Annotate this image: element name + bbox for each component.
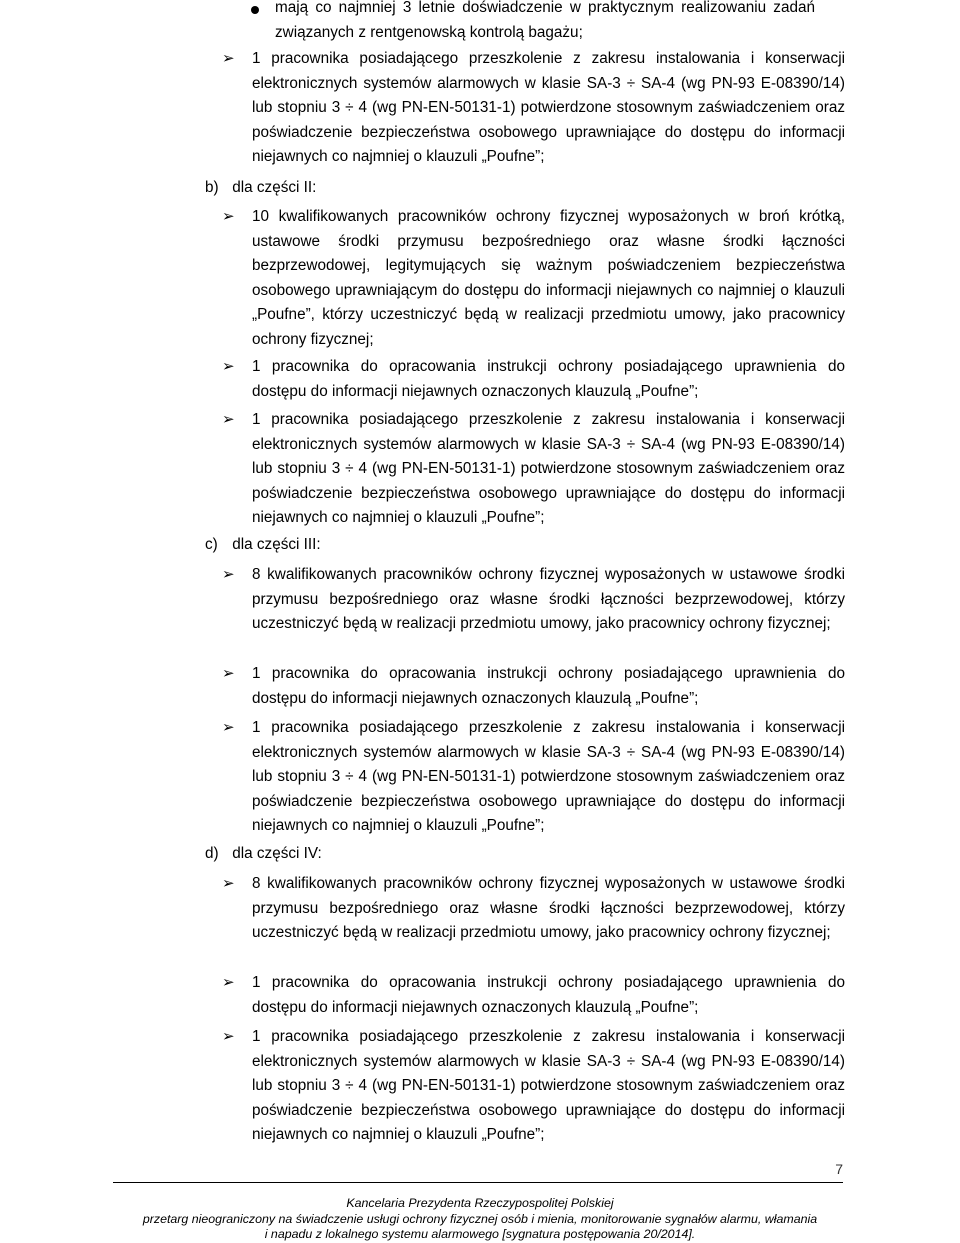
arrow-bullet-icon: ➢ xyxy=(222,665,235,682)
section-c-item-2: 1 pracownika do opracowania instrukcji ochrony posiadającego uprawnienia do dostępu do informacji niejawnych oznaczonych klauzulą „Poufne”; xyxy=(252,665,845,707)
intro-arrow-text: 1 pracownika posiadającego przeszkolenie z zakresu instalowania i konserwacji elektronicznych systemów alarmowych w klasie SA-3 ÷ SA-4 (wg PN-93 E-08390/14) lub stopniu 3 ÷ 4 (wg PN-EN-50131-1) potwierdzone stosownym zaświadczeniem oraz poświadczenie bezpieczeństwa osobowego uprawniające do dostępu do informacji niejawnych co najmniej o klauzuli „Poufne”; xyxy=(252,50,845,165)
footer-line-1: Kancelaria Prezydenta Rzeczypospolitej Polskiej xyxy=(346,1196,614,1210)
arrow-bullet-icon: ➢ xyxy=(222,719,235,736)
footer-line-2: przetarg nieograniczony na świadczenie usługi ochrony fizycznej osób i mienia, monitorowanie sygnałów alarmu, włamania xyxy=(142,1211,818,1226)
arrow-bullet-icon: ➢ xyxy=(222,566,235,583)
section-c-heading xyxy=(205,533,321,558)
arrow-bullet-icon: ➢ xyxy=(222,208,235,225)
top-bullet-text: mają co najmniej 3 letnie doświadczenie w praktycznym realizowaniu zadań związanych z rentgenowską kontrolą bagażu; xyxy=(275,0,815,41)
bullet-dot-icon xyxy=(251,6,259,14)
section-b-title: dla części II: xyxy=(232,179,317,196)
section-b-item-2: 1 pracownika do opracowania instrukcji ochrony posiadającego uprawnienia do dostępu do informacji niejawnych oznaczonych klauzulą „Poufne”; xyxy=(252,358,845,400)
section-b-label: b) xyxy=(205,179,219,196)
section-d-heading xyxy=(205,842,322,867)
footer-line-3: i napadu z lokalnego systemu alarmowego [sygnatura postępowania 20/2014]. xyxy=(264,1227,696,1241)
section-c-label: c) xyxy=(205,536,218,553)
footer-divider xyxy=(113,1182,843,1183)
arrow-bullet-icon: ➢ xyxy=(222,358,235,375)
arrow-bullet-icon: ➢ xyxy=(222,875,235,892)
arrow-bullet-icon: ➢ xyxy=(222,411,235,428)
section-d-item-2: 1 pracownika do opracowania instrukcji ochrony posiadającego uprawnienia do dostępu do informacji niejawnych oznaczonych klauzulą „Poufne”; xyxy=(252,974,845,1016)
section-b-item-3: 1 pracownika posiadającego przeszkolenie z zakresu instalowania i konserwacji elektronicznych systemów alarmowych w klasie SA-3 ÷ SA-4 (wg PN-93 E-08390/14) lub stopniu 3 ÷ 4 (wg PN-EN-50131-1) potwierdzone stosownym zaświadczeniem oraz poświadczenie bezpieczeństwa osobowego uprawniające do dostępu do informacji niejawnych co najmniej o klauzuli „Poufne”; xyxy=(252,411,845,526)
arrow-bullet-icon: ➢ xyxy=(222,1028,235,1045)
section-d-title: dla części IV: xyxy=(232,845,322,862)
page-number: 7 xyxy=(835,1161,843,1177)
section-c-title: dla części III: xyxy=(232,536,321,553)
section-b-heading xyxy=(205,176,316,201)
footer xyxy=(100,1196,860,1243)
section-d-label: d) xyxy=(205,845,219,862)
section-d-item-1: 8 kwalifikowanych pracowników ochrony fizycznej wyposażonych w ustawowe środki przymusu bezpośredniego oraz własne środki łączności bezprzewodowej, którzy uczestniczyć będą w realizacji przedmiotu umowy, jako pracownicy ochrony fizycznej; xyxy=(252,875,845,941)
arrow-bullet-icon: ➢ xyxy=(222,50,235,67)
section-b-item-1: 10 kwalifikowanych pracowników ochrony fizycznej wyposażonych w broń krótką, ustawowe środki przymusu bezpośredniego oraz własne środki łączności bezprzewodowej, legitymujących się ważnym poświadczeniem bezpieczeństwa osobowego uprawniającym do dostępu do informacji niejawnych co najmniej o klauzuli „Poufne”, którzy uczestniczyć będą w realizacji przedmiotu umowy, jako pracownicy ochrony fizycznej; xyxy=(252,208,845,348)
section-d-item-3: 1 pracownika posiadającego przeszkolenie z zakresu instalowania i konserwacji elektronicznych systemów alarmowych w klasie SA-3 ÷ SA-4 (wg PN-93 E-08390/14) lub stopniu 3 ÷ 4 (wg PN-EN-50131-1) potwierdzone stosownym zaświadczeniem oraz poświadczenie bezpieczeństwa osobowego uprawniające do dostępu do informacji niejawnych co najmniej o klauzuli „Poufne”; xyxy=(252,1028,845,1143)
arrow-bullet-icon: ➢ xyxy=(222,974,235,991)
section-c-item-3: 1 pracownika posiadającego przeszkolenie z zakresu instalowania i konserwacji elektronicznych systemów alarmowych w klasie SA-3 ÷ SA-4 (wg PN-93 E-08390/14) lub stopniu 3 ÷ 4 (wg PN-EN-50131-1) potwierdzone stosownym zaświadczeniem oraz poświadczenie bezpieczeństwa osobowego uprawniające do dostępu do informacji niejawnych co najmniej o klauzuli „Poufne”; xyxy=(252,719,845,834)
section-c-item-1: 8 kwalifikowanych pracowników ochrony fizycznej wyposażonych w ustawowe środki przymusu bezpośredniego oraz własne środki łączności bezprzewodowej, którzy uczestniczyć będą w realizacji przedmiotu umowy, jako pracownicy ochrony fizycznej; xyxy=(252,566,845,632)
